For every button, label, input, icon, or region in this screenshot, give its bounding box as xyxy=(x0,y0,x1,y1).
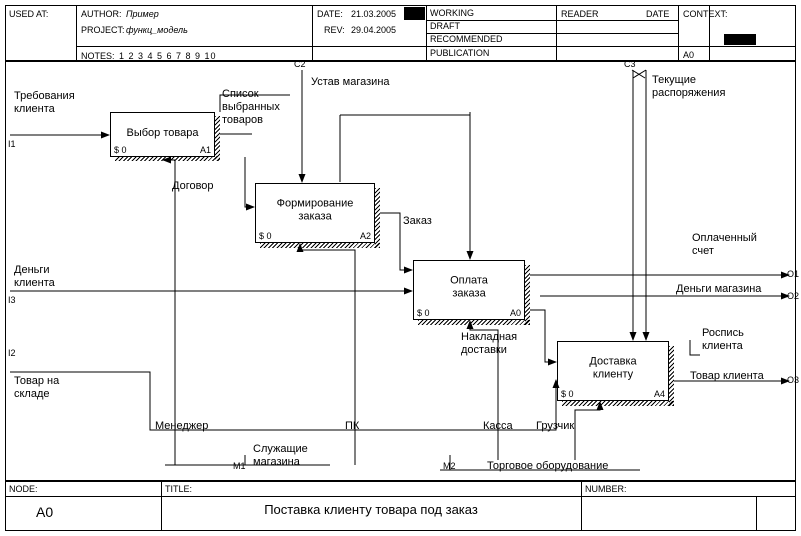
output-label-o3: Товар клиента xyxy=(690,370,764,382)
project-label: PROJECT: xyxy=(81,25,125,35)
box3-hatch-bottom xyxy=(418,320,530,325)
input-label-i1-line2: клиента xyxy=(14,103,55,115)
status-publication: PUBLICATION xyxy=(430,48,490,58)
activity-box-a2-title-line2: заказа xyxy=(298,210,332,223)
arrow-label-dogovor: Договор xyxy=(172,180,214,192)
box1-hatch-right xyxy=(215,116,220,161)
input-code-i2: I2 xyxy=(8,348,16,358)
mechanism-label-pk: ПК xyxy=(345,420,360,432)
activity-box-a1[interactable] xyxy=(110,112,215,157)
number-label: NUMBER: xyxy=(585,484,627,494)
output-code-o1: O1 xyxy=(787,269,800,279)
title-label: TITLE: xyxy=(165,484,193,494)
arrow-label-spisok-line2: выбранных xyxy=(222,101,280,113)
input-label-i3 xyxy=(14,264,124,290)
arrow-label-spisok-line3: товаров xyxy=(222,114,263,126)
output-code-o2: O2 xyxy=(787,291,800,301)
box4-hatch-bottom xyxy=(562,401,674,406)
mechanism-code-m2: M2 xyxy=(443,461,456,471)
input-code-i3: I3 xyxy=(8,295,16,305)
activity-box-a1-id: A1 xyxy=(199,145,211,155)
input-label-i1 xyxy=(14,90,124,116)
project-value: функц_модель xyxy=(126,25,188,35)
control-label-c3-line1: Текущие xyxy=(652,74,696,86)
status-recommended: RECOMMENDED xyxy=(430,34,503,44)
activity-box-a4-title-line2: клиенту xyxy=(592,368,634,381)
activity-box-a1-title: Выбор товара xyxy=(126,126,199,139)
control-label-c2: Устав магазина xyxy=(311,76,390,88)
node-label: NODE: xyxy=(9,484,38,494)
activity-box-a3-title xyxy=(414,274,524,300)
activity-box-a3-cost: $ 0 xyxy=(417,308,430,318)
reader-label: READER xyxy=(561,9,599,19)
status-marker xyxy=(404,7,425,20)
mechanism-label-kassa: Касса xyxy=(483,420,513,432)
arrow-label-nakladnaya xyxy=(461,331,551,357)
arrow-label-rospis-line1: Роспись xyxy=(702,327,744,339)
output-label-o1-line2: счет xyxy=(692,245,714,257)
mechanism-label-gruzchik: Грузчик xyxy=(536,420,575,432)
context-label: CONTEXT: xyxy=(683,9,728,19)
notes-numbers: 1 2 3 4 5 6 7 8 9 10 xyxy=(119,51,217,61)
title-block-footer xyxy=(5,481,796,531)
arrow-label-spisok-line1: Список xyxy=(222,88,259,100)
mechanism-label-sluzhashchie xyxy=(253,443,333,469)
activity-box-a4-title xyxy=(558,355,668,381)
input-label-i2 xyxy=(14,375,124,401)
box2-hatch-bottom xyxy=(260,243,380,248)
node-value: A0 xyxy=(36,504,54,520)
output-label-o2: Деньги магазина xyxy=(676,283,762,295)
activity-box-a2-title-line1: Формирование xyxy=(276,197,354,210)
date-label: DATE: xyxy=(317,9,343,19)
activity-box-a3-title-line2: заказа xyxy=(452,287,486,300)
input-label-i1-line1: Требования xyxy=(14,90,75,102)
arrow-label-rospis xyxy=(702,327,782,353)
activity-box-a4-id: A4 xyxy=(653,389,665,399)
arrow-label-nakladnaya-line1: Накладная xyxy=(461,331,518,343)
arrow-label-zakaz: Заказ xyxy=(403,215,432,227)
arrow-label-rospis-line2: клиента xyxy=(702,340,743,352)
date-col-label: DATE xyxy=(646,9,670,19)
activity-box-a3-title-line1: Оплата xyxy=(450,274,488,287)
title-value: Поставка клиенту товара под заказ xyxy=(264,502,478,517)
rev-value: 29.04.2005 xyxy=(351,25,397,35)
rev-label: REV: xyxy=(324,25,345,35)
mechanism-label-torgovoe: Торговое оборудование xyxy=(487,460,609,472)
mechanism-label-sluzhashchie-line1: Служащие xyxy=(253,443,308,455)
box2-hatch-right xyxy=(375,188,380,248)
box4-hatch-right xyxy=(669,346,674,406)
control-label-c3 xyxy=(652,74,762,100)
control-code-c3: C3 xyxy=(624,59,636,69)
control-label-c3-line2: распоряжения xyxy=(652,87,726,99)
activity-box-a4-title-line1: Доставка xyxy=(589,355,637,368)
notes-label: NOTES: xyxy=(81,51,115,61)
arrow-label-nakladnaya-line2: доставки xyxy=(461,344,507,356)
box3-hatch-right xyxy=(525,265,530,325)
context-marker xyxy=(724,34,756,45)
output-code-o3: O3 xyxy=(787,375,800,385)
input-label-i2-line1: Товар на xyxy=(14,375,60,387)
author-value: Пример xyxy=(126,9,159,19)
activity-box-a2-id: A2 xyxy=(359,231,371,241)
control-code-c2: C2 xyxy=(294,59,306,69)
activity-box-a3-id: A0 xyxy=(509,308,521,318)
activity-box-a2[interactable] xyxy=(255,183,375,243)
activity-box-a4[interactable] xyxy=(557,341,669,401)
activity-box-a3[interactable] xyxy=(413,260,525,320)
title-block-header xyxy=(5,5,796,61)
mechanism-label-sluzhashchie-line2: магазина xyxy=(253,456,300,468)
input-code-i1: I1 xyxy=(8,139,16,149)
activity-box-a1-cost: $ 0 xyxy=(114,145,127,155)
activity-box-a2-title xyxy=(256,197,374,223)
context-node: A0 xyxy=(683,50,695,60)
output-label-o1-line1: Оплаченный xyxy=(692,232,757,244)
input-label-i2-line2: складе xyxy=(14,388,50,400)
status-draft: DRAFT xyxy=(430,21,460,31)
input-label-i3-line1: Деньги xyxy=(14,264,50,276)
activity-box-a4-cost: $ 0 xyxy=(561,389,574,399)
output-label-o1 xyxy=(692,232,792,258)
activity-box-a2-cost: $ 0 xyxy=(259,231,272,241)
input-label-i3-line2: клиента xyxy=(14,277,55,289)
arrow-label-spisok xyxy=(222,88,297,127)
status-working: WORKING xyxy=(430,8,474,18)
used-at-label: USED AT: xyxy=(9,9,49,19)
author-label: AUTHOR: xyxy=(81,9,122,19)
date-value: 21.03.2005 xyxy=(351,9,397,19)
mechanism-code-m1: M1 xyxy=(233,461,246,471)
mechanism-label-manager: Менеджер xyxy=(155,420,209,432)
